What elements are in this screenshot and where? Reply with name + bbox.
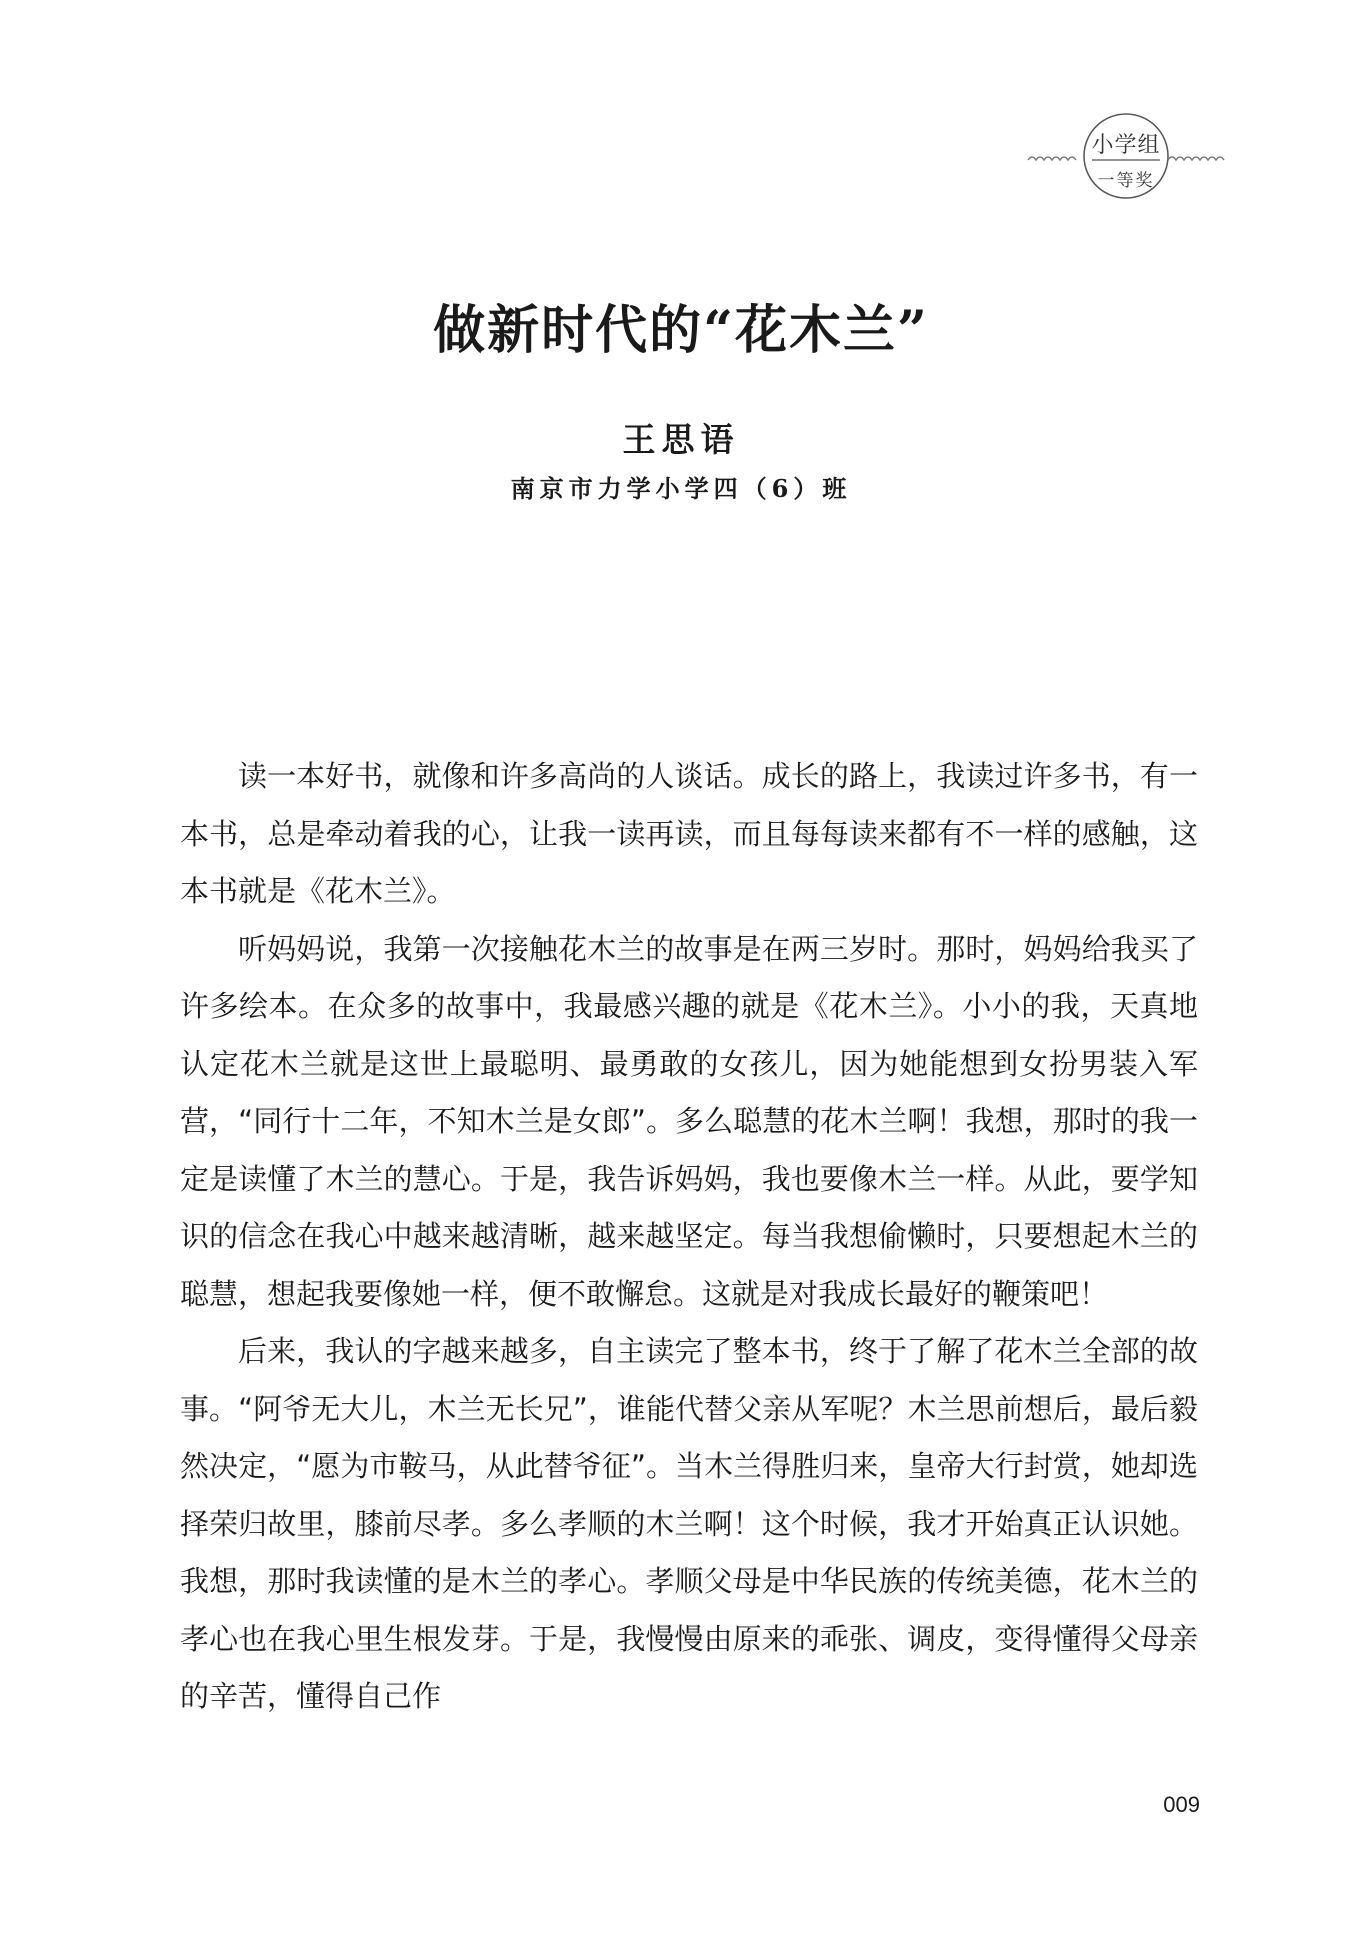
paragraph-3: 后来，我认的字越来越多，自主读完了整本书，终于了解了花木兰全部的故事。“阿爷无大儿，木兰无长兄”，谁能代替父亲从军呢？木兰思前想后，最后毅然决定，“愿为市鞍马，从此替爷征”。当木兰得胜归来，皇帝大行封赏，她却选择荣归故里，膝前尽孝。多么孝顺的木兰啊！这个时候，我才开始真正认识她。我想，那时我读懂的是木兰的孝心。孝顺父母是中华民族的传统美德，花木兰的孝心也在我心里生根发芽。于是，我慢慢由原来的乖张、调皮，变得懂得父母亲的辛苦，懂得自己作: [180, 1334, 1198, 1713]
paragraph-1: 读一本好书，就像和许多高尚的人谈话。成长的路上，我读过许多书，有一本书，总是牵动着我的心，让我一读再读，而且每每读来都有不一样的感触，这本书就是《花木兰》。: [180, 759, 1198, 908]
author-name: 王思语: [622, 420, 740, 459]
badge-award: 一等奖: [1097, 171, 1155, 191]
badge-emblem: [1026, 106, 1226, 216]
author-school: 南京市力学小学四（6）班: [510, 474, 852, 503]
page-number: 009: [1163, 1792, 1200, 1817]
article-body: [180, 748, 1198, 1726]
award-badge: [1026, 106, 1226, 216]
article-title: 做新时代的“花木兰”: [433, 300, 929, 361]
badge-category: 小学组: [1091, 133, 1161, 158]
paragraph-2: 听妈妈说，我第一次接触花木兰的故事是在两三岁时。那时，妈妈给我买了许多绘本。在众多的故事中，我最感兴趣的就是《花木兰》。小小的我，天真地认定花木兰就是这世上最聪明、最勇敢的女孩儿，因为她能想到女扮男装入军营，“同行十二年，不知木兰是女郎”。多么聪慧的花木兰啊！我想，那时的我一定是读懂了木兰的慧心。于是，我告诉妈妈，我也要像木兰一样。从此，要学知识的信念在我心中越来越清晰，越来越坚定。每当我想偷懒时，只要想起木兰的聪慧，想起我要像她一样，便不敢懈怠。这就是对我成长最好的鞭策吧！: [180, 931, 1198, 1311]
